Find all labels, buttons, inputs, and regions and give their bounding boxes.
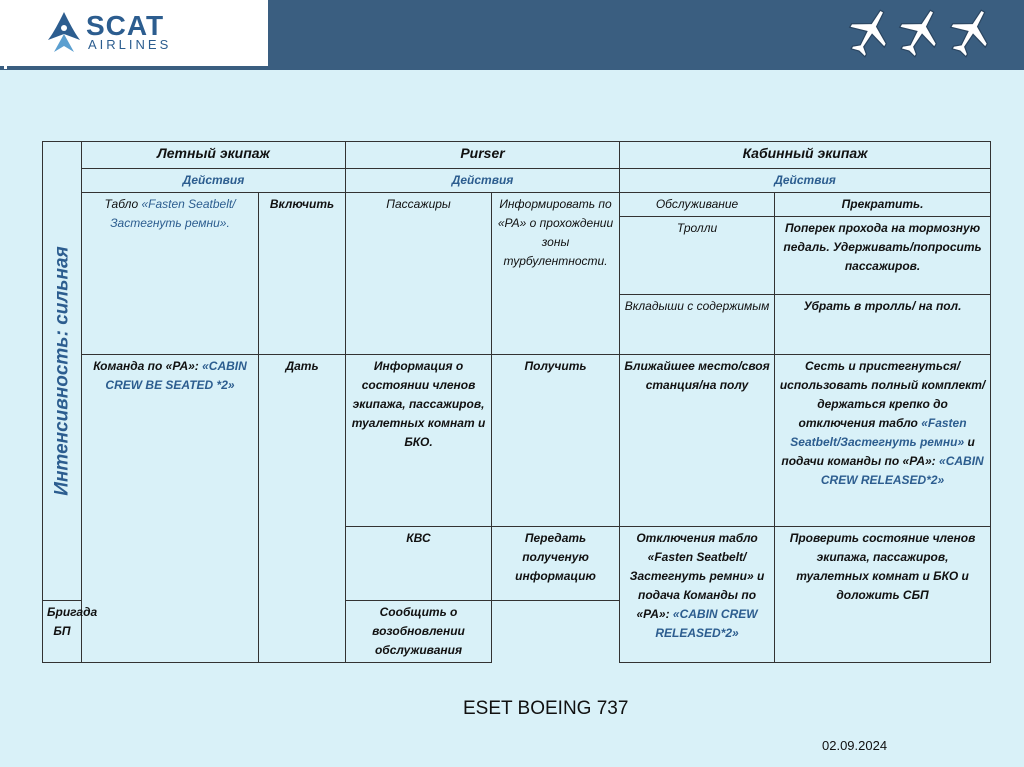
table-cell: Информация о состоянии членов экипажа, пассажиров, туалетных комнат и БКО. [346, 355, 492, 527]
cabin-action-text: Сесть и пристегнуться/использовать полный комплект/держаться крепко до отключения табло [779, 359, 986, 430]
header-cabin-crew: Кабинный экипаж [620, 142, 991, 169]
table-cell: Обслуживание [620, 193, 775, 217]
table-cell: Прекратить. [775, 193, 991, 217]
table-cell: Убрать в тролль/ на пол. [775, 295, 991, 355]
table-cell: Передать полученую информацию [492, 527, 620, 601]
header-flight-crew: Летный экипаж [82, 142, 346, 169]
table-cell [775, 355, 991, 527]
logo-name: SCAT [86, 10, 165, 41]
intensity-label: Интенсивность: сильная [51, 246, 73, 496]
table-cell: Получить [492, 355, 620, 527]
airplane-icon [898, 6, 942, 58]
table-cell [82, 355, 259, 663]
footer-date: 02.09.2024 [822, 738, 888, 753]
side-label-cell [43, 142, 82, 601]
stripe-dot [4, 66, 7, 69]
table-cell: Сообщить о возобновлении обслуживания [346, 601, 492, 663]
table-cell: КВС [346, 527, 492, 601]
airplane-icon [949, 6, 993, 58]
subheader-flight-crew: Действия [82, 169, 346, 193]
planes-decoration [848, 6, 998, 62]
table-cell: Бригада БП [43, 601, 82, 663]
logo-subtitle: AIRLINES [88, 37, 172, 52]
seatbelt-off-text: Отключения табло «Fasten Seatbelt/Застегнуть ремни» и подача Команды по «PA»: [629, 531, 765, 621]
airplane-icon [848, 6, 892, 58]
pa-released-text: «CABIN CREW RELEASED*2» [655, 607, 758, 640]
pa-released-text: «CABIN CREW RELEASED*2» [820, 454, 984, 487]
seatbelt-sign-name: «Fasten Seatbelt/Застегнуть ремни». [110, 197, 236, 230]
table-cell: Тролли [620, 217, 775, 295]
subheader-cabin-crew: Действия [620, 169, 991, 193]
table-cell: Поперек прохода на тормозную педаль. Удерживать/попросить пассажиров. [775, 217, 991, 295]
footer-title: ESET BOEING 737 [463, 698, 629, 719]
table-cell: Ближайшее место/своя станция/на полу [620, 355, 775, 527]
table-cell: Проверить состояние членов экипажа, пассажиров, туалетных комнат и БКО и доложить СБП [775, 527, 991, 663]
subheader-purser: Действия [346, 169, 620, 193]
table-cell: Дать [259, 355, 346, 663]
table-cell: Пассажиры [346, 193, 492, 355]
logo-emblem-icon [44, 10, 84, 54]
header-purser: Purser [346, 142, 620, 169]
procedure-table [42, 141, 991, 663]
table-cell: Вкладыши с содержимым [620, 295, 775, 355]
table-cell: Включить [259, 193, 346, 355]
pa-command-label: Команда по «PA»: [93, 359, 199, 373]
logo [0, 0, 268, 66]
table-cell [620, 527, 775, 663]
seatbelt-sign-name: «Fasten Seatbelt/Застегнуть ремни» [790, 416, 967, 449]
table-cell: Информировать по «PA» о прохождении зоны турбулентности. [492, 193, 620, 355]
logo-stripe [0, 66, 268, 70]
pa-command-text: «CABIN CREW BE SEATED *2» [105, 359, 247, 392]
seatbelt-sign-label: Табло [104, 197, 142, 211]
table-cell [82, 193, 259, 355]
cabin-action-text: и подачи команды по «PA»: [781, 435, 975, 468]
